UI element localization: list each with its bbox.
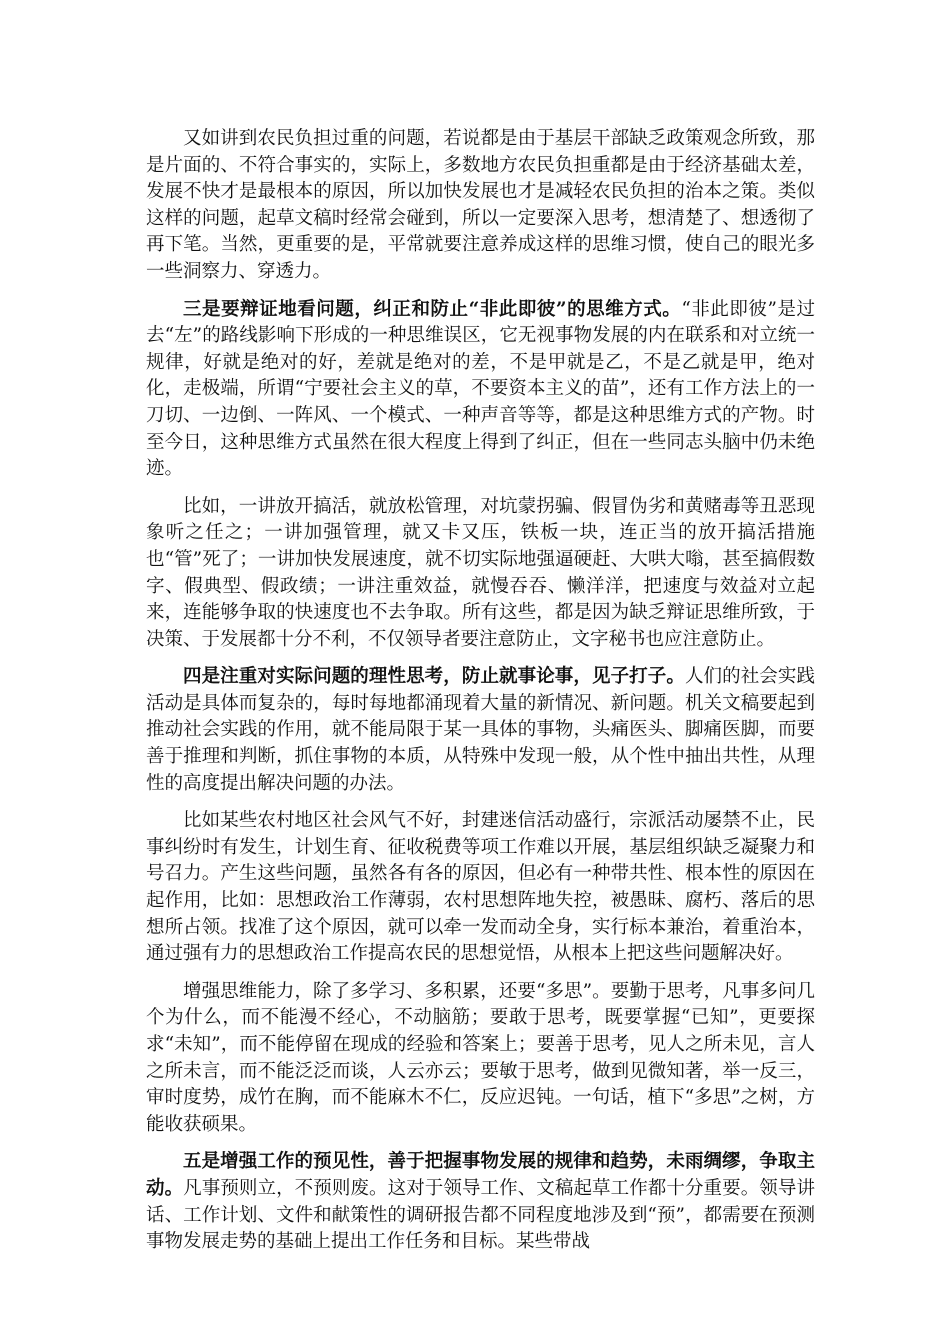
paragraph-text: 凡事预则立，不预则废。这对于领导工作、文稿起草工作都十分重要。领导讲话、工作计划、文件和献策性的调研报告都不同程度地涉及到“预”，都需要在预测事物发展走势的基础上提出工作任务和目标。某些带战 <box>146 1177 815 1253</box>
paragraph <box>146 808 815 968</box>
paragraph-text: 人们的社会实践活动是具体而复杂的，每时每地都涌现着大量的新情况、新问题。机关文稿要起到推动社会实践的作用，就不能局限于某一具体的事物，头痛医头、脚痛医脚，而要善于推理和判断，抓住事物的本质，从特殊中发现一般，从个性中抽出共性，从理性的高度提出解决问题的办法。 <box>146 666 815 794</box>
paragraph-text: 比如，一讲放开搞活，就放松管理，对坑蒙拐骗、假冒伪劣和黄赌毒等丑恶现象听之任之；一讲加强管理，就又卡又压，铁板一块，连正当的放开搞活措施也“管”死了；一讲加快发展速度，就不切实际地强逼硬赶、大哄大嗡，甚至搞假数字、假典型、假政绩；一讲注重效益，就慢吞吞、懒洋洋，把速度与效益对立起来，连能够争取的快速度也不去争取。所有这些，都是因为缺乏辩证思维所致，于决策、于发展都十分不利，不仅领导者要注意防止，文字秘书也应注意防止。 <box>146 495 815 650</box>
paragraph <box>146 1149 815 1255</box>
paragraph <box>146 979 815 1139</box>
paragraph-text: “非此即彼”是过去“左”的路线影响下形成的一种思维误区，它无视事物发展的内在联系和对立统一规律，好就是绝对的好，差就是绝对的差，不是甲就是乙，不是乙就是甲，绝对化，走极端，所谓“宁要社会主义的草，不要资本主义的苗”，还有工作方法上的一刀切、一边倒、一阵风、一个模式、一种声音等等，都是这种思维方式的产物。时至今日，这种思维方式虽然在很大程度上得到了纠正，但在一些同志头脑中仍未绝迹。 <box>146 298 815 480</box>
paragraph <box>146 664 815 797</box>
paragraph-text: 比如某些农村地区社会风气不好，封建迷信活动盛行，宗派活动屡禁不止，民事纠纷时有发生，计划生育、征收税费等项工作难以开展，基层组织缺乏凝聚力和号召力。产生这些问题，虽然各有各的原因，但必有一种带共性、根本性的原因在起作用，比如：思想政治工作薄弱，农村思想阵地失控，被愚昧、腐朽、落后的思想所占领。找准了这个原因，就可以牵一发而动全身，实行标本兼治，着重治本，通过强有力的思想政治工作提高农民的思想觉悟，从根本上把这些问题解决好。 <box>146 810 815 965</box>
paragraph-text: 又如讲到农民负担过重的问题，若说都是由于基层干部缺乏政策观念所致，那是片面的、不符合事实的，实际上，多数地方农民负担重都是由于经济基础太差，发展不快才是最根本的原因，所以加快发展也才是减轻农民负担的治本之策。类似这样的问题，起草文稿时经常会碰到，所以一定要深入思考，想清楚了、想透彻了再下笔。当然，更重要的是，平常就要注意养成这样的思维习惯，使自己的眼光多一些洞察力、穿透力。 <box>146 128 815 282</box>
document-body <box>146 126 815 1267</box>
paragraph <box>146 297 815 483</box>
paragraph-heading: 四是注重对实际问题的理性思考，防止就事论事，见子打子。 <box>183 666 685 688</box>
paragraph <box>146 494 815 654</box>
paragraph-text: 增强思维能力，除了多学习、多积累，还要“多思”。要勤于思考，凡事多问几个为什么，而不能漫不经心，不动脑筋；要敢于思考，既要掌握“已知”，更要探求“未知”，而不能停留在现成的经验和答案上；要善于思考，见人之所未见，言人之所未言，而不能泛泛而谈，人云亦云；要敏于思考，做到见微知著，举一反三，审时度势，成竹在胸，而不能麻木不仁，反应迟钝。一句话，植下“多思”之树，方能收获硕果。 <box>146 980 815 1135</box>
paragraph-heading: 五是增强工作的预见性，善于把握事物发展的规律和趋势，未雨绸缪，争取主动。 <box>146 1151 815 1199</box>
paragraph-heading: 三是要辩证地看问题，纠正和防止“非此即彼”的思维方式。 <box>183 298 682 320</box>
paragraph <box>146 126 815 286</box>
